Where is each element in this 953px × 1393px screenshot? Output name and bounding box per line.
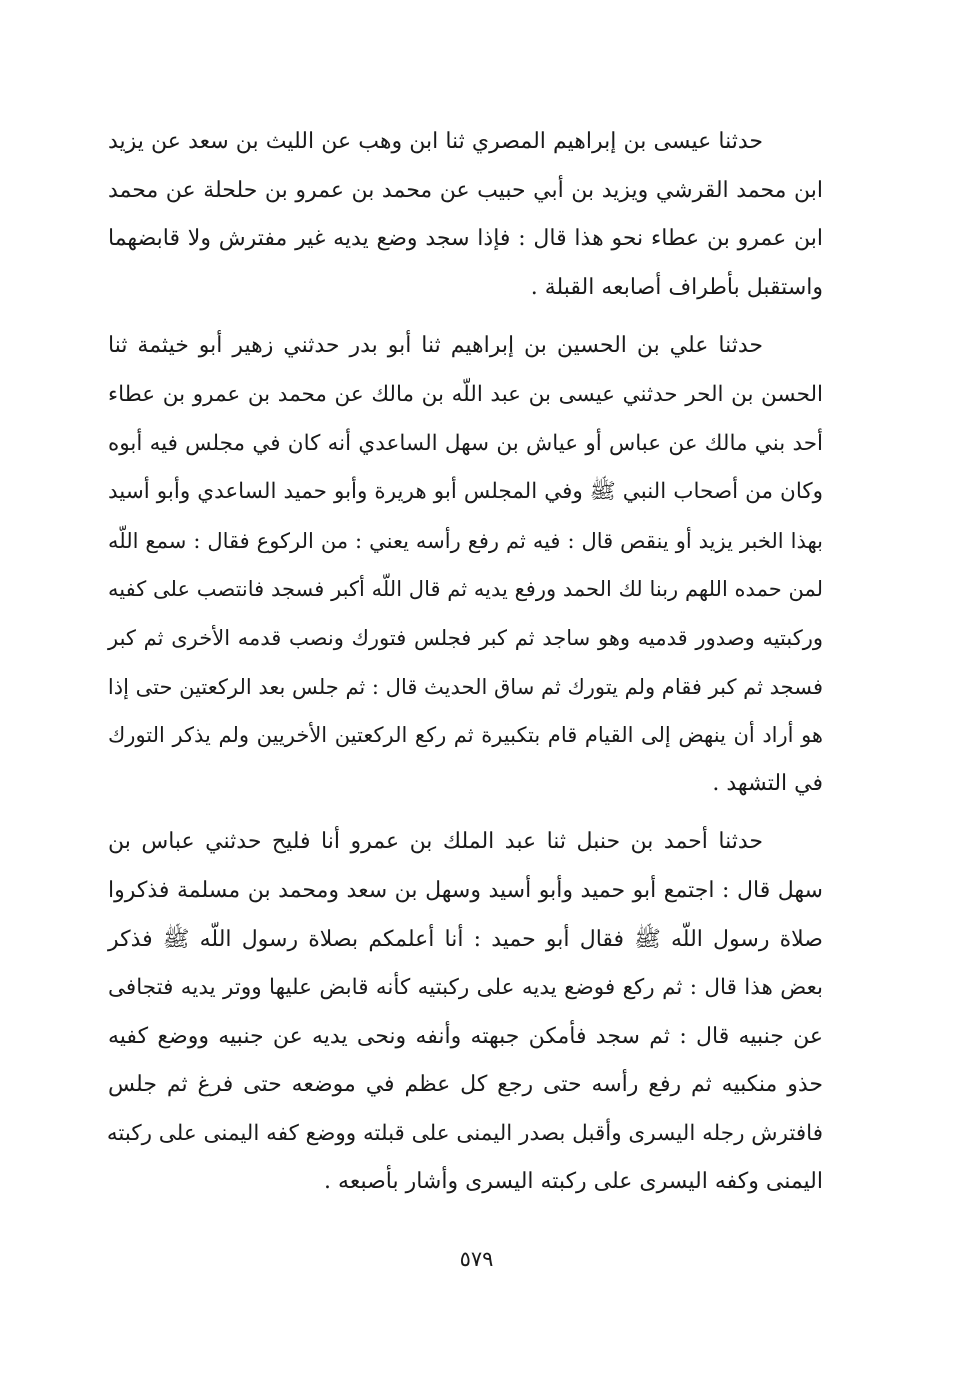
text-line: في التشهد .	[712, 770, 823, 796]
text-line: وركبتيه وصدور قدميه وهو ساجد ثم كبر فجلس فتورك ونصب قدمه الأخرى ثم كبر	[108, 625, 823, 650]
text-line: صلاة رسول اللّه ﷺ فقال أبو حميد : أنا أعلمكم بصلاة رسول اللّه ﷺ فذكر	[108, 926, 823, 952]
text-line: هو أراد أن ينهض إلى القيام قام بتكبيرة ثم ركع الركعتين الأخريين ولم يذكر التورك	[108, 723, 823, 748]
paragraph-2	[108, 322, 823, 808]
text-line: حدثنا أحمد بن حنبل ثنا عبد الملك بن عمرو أنا فليح حدثني عباس بن	[108, 829, 763, 855]
text-line: ابن عمرو بن عطاء نحو هذا قال : فإذا سجد وضع يديه غير مفترش ولا قابضهما	[108, 226, 823, 252]
text-line: وكان من أصحاب النبي ﷺ وفي المجلس أبو هريرة وأبو حميد الساعدي وأبو أسيد	[108, 479, 823, 505]
paragraph-gap	[108, 808, 823, 818]
text-line: لمن حمده اللهم ربنا لك الحمد ورفع يديه ثم قال اللّه أكبر فسجد فانتصب على كفيه	[108, 577, 823, 602]
page-body	[108, 118, 823, 1207]
text-line: بعض هذا قال : ثم ركع فوضع يديه على ركبتيه كأنه قابض عليها ووتر يديه فتجافى	[108, 975, 823, 1001]
text-line: حذو منكبيه ثم رفع رأسه حتى رجع كل عظم في موضعه حتى فرغ ثم جلس	[108, 1072, 823, 1098]
text-line: فسجد ثم كبر فقام ولم يتورك ثم ساق الحديث قال : ثم جلس بعد الركعتين حتى إذا	[107, 674, 823, 699]
text-line: حدثنا عيسى بن إبراهيم المصري ثنا ابن وهب عن الليث بن سعد عن يزيد	[108, 129, 763, 154]
text-line: الحسن بن الحر حدثني عيسى بن عبد اللّه بن مالك عن محمد بن عمرو بن عطاء	[108, 381, 823, 407]
text-line: حدثنا علي بن الحسين بن إبراهيم ثنا أبو بدر حدثني زهير أبو خيثمة ثنا	[108, 333, 763, 359]
paragraph-gap	[108, 312, 823, 322]
text-line: ابن محمد القرشي ويزيد بن أبي حبيب عن محمد بن عمرو بن حلحلة عن محمد	[108, 177, 823, 203]
text-line: أحد بني مالك عن عباس أو عياش بن سهل الساعدي أنه كان في مجلس فيه أبوه	[108, 430, 823, 456]
text-line: عن جنبيه قال : ثم سجد فأمكن جبهته وأنفه ونحى يديه عن جنبيه ووضع كفيه	[108, 1023, 823, 1049]
text-line: فافترش رجله اليسرى وأقبل بصدر اليمنى على قبلته ووضع كفه اليمنى على ركبته	[106, 1120, 823, 1146]
text-line: سهل قال : اجتمع أبو حميد وأبو أسيد وسهل بن سعد ومحمد بن مسلمة فذكروا	[108, 877, 823, 903]
paragraph-1	[108, 118, 823, 312]
text-line: بهذا الخبر يزيد أو ينقص قال : فيه ثم رفع رأسه يعني : من الركوع فقال : سمع اللّه	[108, 528, 823, 553]
page-number: ٥٧٩	[459, 1247, 494, 1271]
text-line: واستقبل بأطراف أصابعه القبلة .	[530, 274, 823, 300]
paragraph-3	[108, 818, 823, 1207]
text-line: اليمنى وكفه اليسرى على ركبته اليسرى وأشار بأصبعه .	[324, 1169, 823, 1195]
